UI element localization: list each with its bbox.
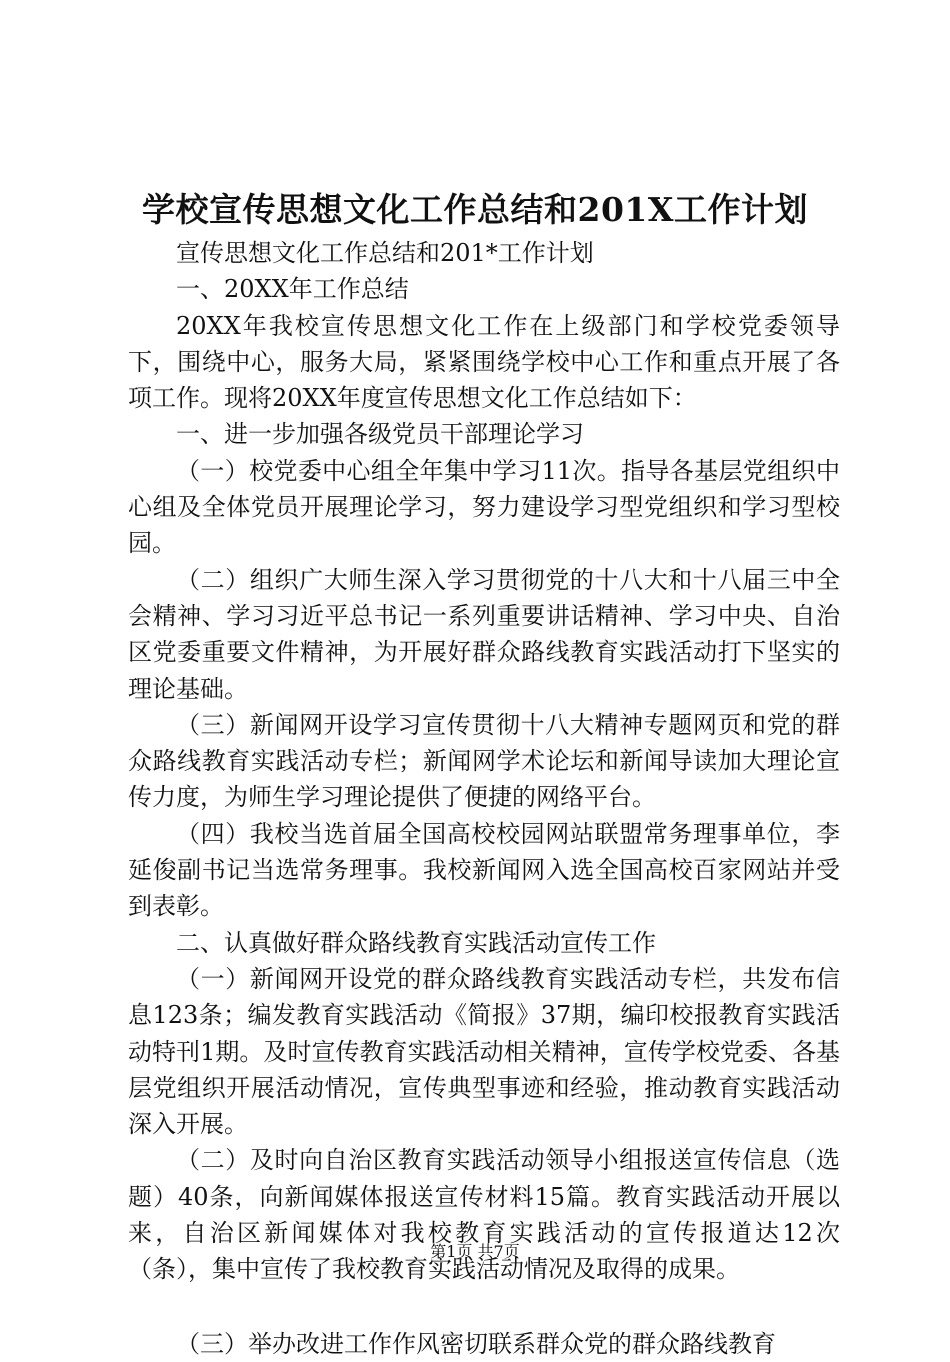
body-paragraph: （三）新闻网开设学习宣传贯彻十八大精神专题网页和党的群众路线教育实践活动专栏；新闻网学术论坛和新闻导读加大理论宣传力度，为师生学习理论提供了便捷的网络平台。	[128, 710, 840, 812]
page-number-footer: 第1页 共7页	[430, 1242, 520, 1261]
body-paragraph: （四）我校当选首届全国高校校园网站联盟常务理事单位，李延俊副书记当选常务理事。我校新闻网入选全国高校百家网站并受到表彰。	[128, 819, 840, 921]
section-heading: 二、认真做好群众路线教育实践活动宣传工作	[176, 928, 656, 957]
document-body	[128, 235, 840, 1362]
subtitle-paragraph: 宣传思想文化工作总结和201*工作计划	[176, 239, 594, 267]
section-heading: 一、进一步加强各级党员干部理论学习	[176, 420, 584, 449]
body-paragraph: （一）校党委中心组全年集中学习11次。指导各基层党组织中心组及全体党员开展理论学习，努力建设学习型党组织和学习型校园。	[128, 456, 840, 558]
body-paragraph: （三）举办改进工作作风密切联系群众党的群众路线教育	[176, 1329, 776, 1358]
body-paragraph: 20XX年我校宣传思想文化工作在上级部门和学校党委领导下，围绕中心，服务大局，紧紧围绕学校中心工作和重点开展了各项工作。现将20XX年度宣传思想文化工作总结如下：	[128, 311, 840, 413]
body-paragraph: （二）及时向自治区教育实践活动领导小组报送宣传信息（选题）40条，向新闻媒体报送宣传材料15篇。教育实践活动开展以来，自治区新闻媒体对我校教育实践活动的宣传报道达12次（条），集中宣传了我校教育实践活动情况及取得的成果。	[128, 1146, 840, 1284]
section-heading: 一、20XX年工作总结	[176, 275, 409, 304]
body-paragraph: （二）组织广大师生深入学习贯彻党的十八大和十八届三中全会精神、学习习近平总书记一系列重要讲话精神、学习中央、自治区党委重要文件精神，为开展好群众路线教育实践活动打下坚实的理论基础。	[128, 565, 840, 703]
document-title: 学校宣传思想文化工作总结和201X工作计划	[142, 190, 808, 229]
body-paragraph: （一）新闻网开设党的群众路线教育实践活动专栏，共发布信息123条；编发教育实践活动《简报》37期，编印校报教育实践活动特刊1期。及时宣传教育实践活动相关精神，宣传学校党委、各基层党组织开展活动情况，宣传典型事迹和经验，推动教育实践活动深入开展。	[128, 964, 840, 1139]
